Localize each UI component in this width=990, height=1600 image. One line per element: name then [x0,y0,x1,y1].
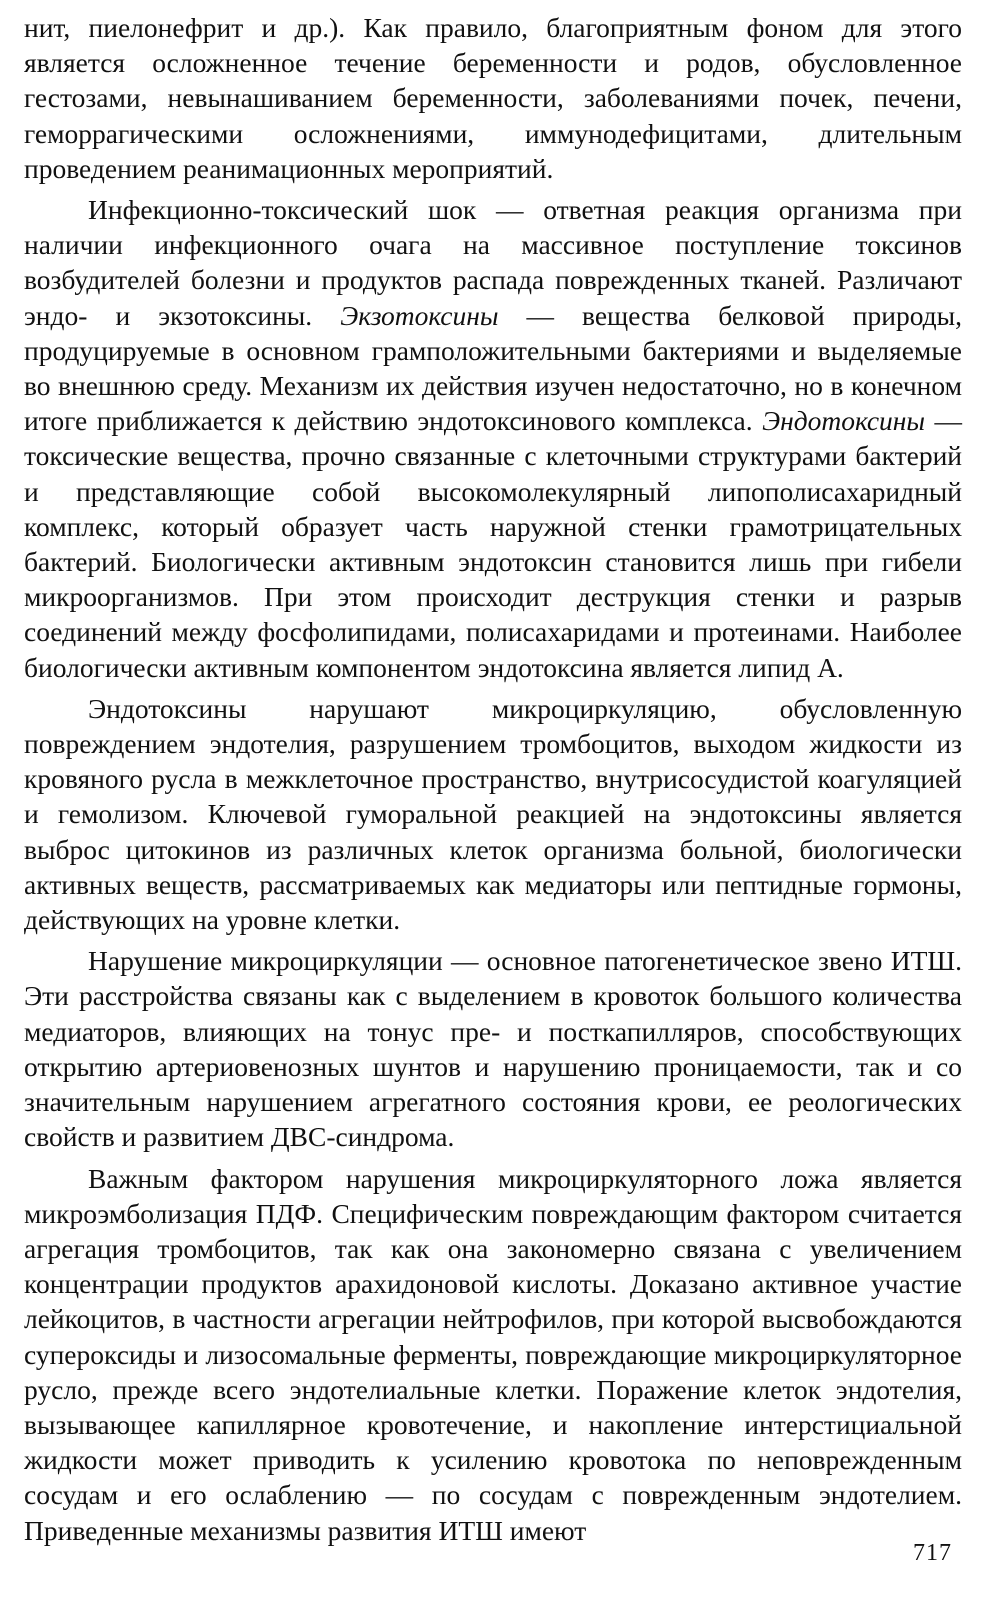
paragraph-4: Нарушение микроциркуляции — основное патогенетическое звено ИТШ. Эти расстройства связаны как с выделением в кровоток большого количества медиаторов, влияющих на тонус пре- и посткапилляров, способствующих открытию артериовенозных шунтов и нарушению проницаемости, так и со значительным нарушением агрегатного состояния крови, ее реологических свойств и развитием ДВС-синдрома. [24,945,962,1153]
paragraph-2-part-a: Инфекционно-токсический шок — ответная реакция организма при наличии инфекционного очага на массивное поступление токсинов возбудителей болезни и продуктов распада поврежденных тканей. Различают эндо- и экзотоксины. [24,194,962,331]
paragraph-2-part-b: — вещества белковой природы, продуцируемые в основном грамположительными бактериями и выделяемые во внешнюю среду. Механизм их действия изучен недостаточно, но в конечном итоге приближается к действию эндотоксинового комплекса. [24,299,962,437]
paragraph-5: Важным фактором нарушения микроциркуляторного ложа является микроэмболизация ПДФ. Специфическим повреждающим фактором считается агрегация тромбоцитов, так как она закономерно связана с увеличением концентрации продуктов арахидоновой кислоты. Доказано активное участие лейкоцитов, в частности агрегации нейтрофилов, при которой высвобождаются супероксиды и лизосомальные ферменты, повреждающие микроциркуляторное русло, прежде всего эндотелиальные клетки. Поражение клеток эндотелия, вызывающее капиллярное кровотечение, и накопление интерстициальной жидкости может приводить к усилению кровотока по неповрежденным сосудам и его ослаблению — по сосудам с поврежденным эндотелием. Приведенные механизмы развития ИТШ имеют [24,1162,962,1546]
term-endotoxins: Эндотоксины [762,405,926,437]
page-number: 717 [913,1540,952,1566]
paragraph-2 [24,192,962,685]
paragraph-2-part-c: — токсические вещества, прочно связанные с клеточными структурами бактерий и представляющие собой высокомолекулярный липополисахаридный комплекс, который образует часть наружной стенки грамотрицательных бактерий. Биологически активным эндотоксин становится лишь при гибели микроорганизмов. При этом происходит деструкция стенки и разрыв соединений между фосфолипидами, полисахаридами и протеинами. Наиболее биологически активным компонентом эндотоксина является липид А. [24,405,963,683]
paragraph-3: Эндотоксины нарушают микроциркуляцию, обусловленную повреждением эндотелия, разрушением тромбоцитов, выходом жидкости из кровяного русла в межклеточное пространство, внутрисосудистой коагуляцией и гемолизом. Ключевой гуморальной реакцией на эндотоксины является выброс цитокинов из различных клеток организма больной, биологически активных веществ, рассматриваемых как медиаторы или пептидные гормоны, действующих на уровне клетки. [24,692,962,936]
paragraph-1: нит, пиелонефрит и др.). Как правило, благоприятным фоном для этого является осложненное течение беременности и родов, обусловленное гестозами, невынашиванием беременности, заболеваниями почек, печени, геморрагическими осложнениями, иммунодефицитами, длительным проведением реанимационных мероприятий. [24,12,962,184]
term-exotoxins: Экзотоксины [340,299,499,331]
page-body [24,10,962,1554]
